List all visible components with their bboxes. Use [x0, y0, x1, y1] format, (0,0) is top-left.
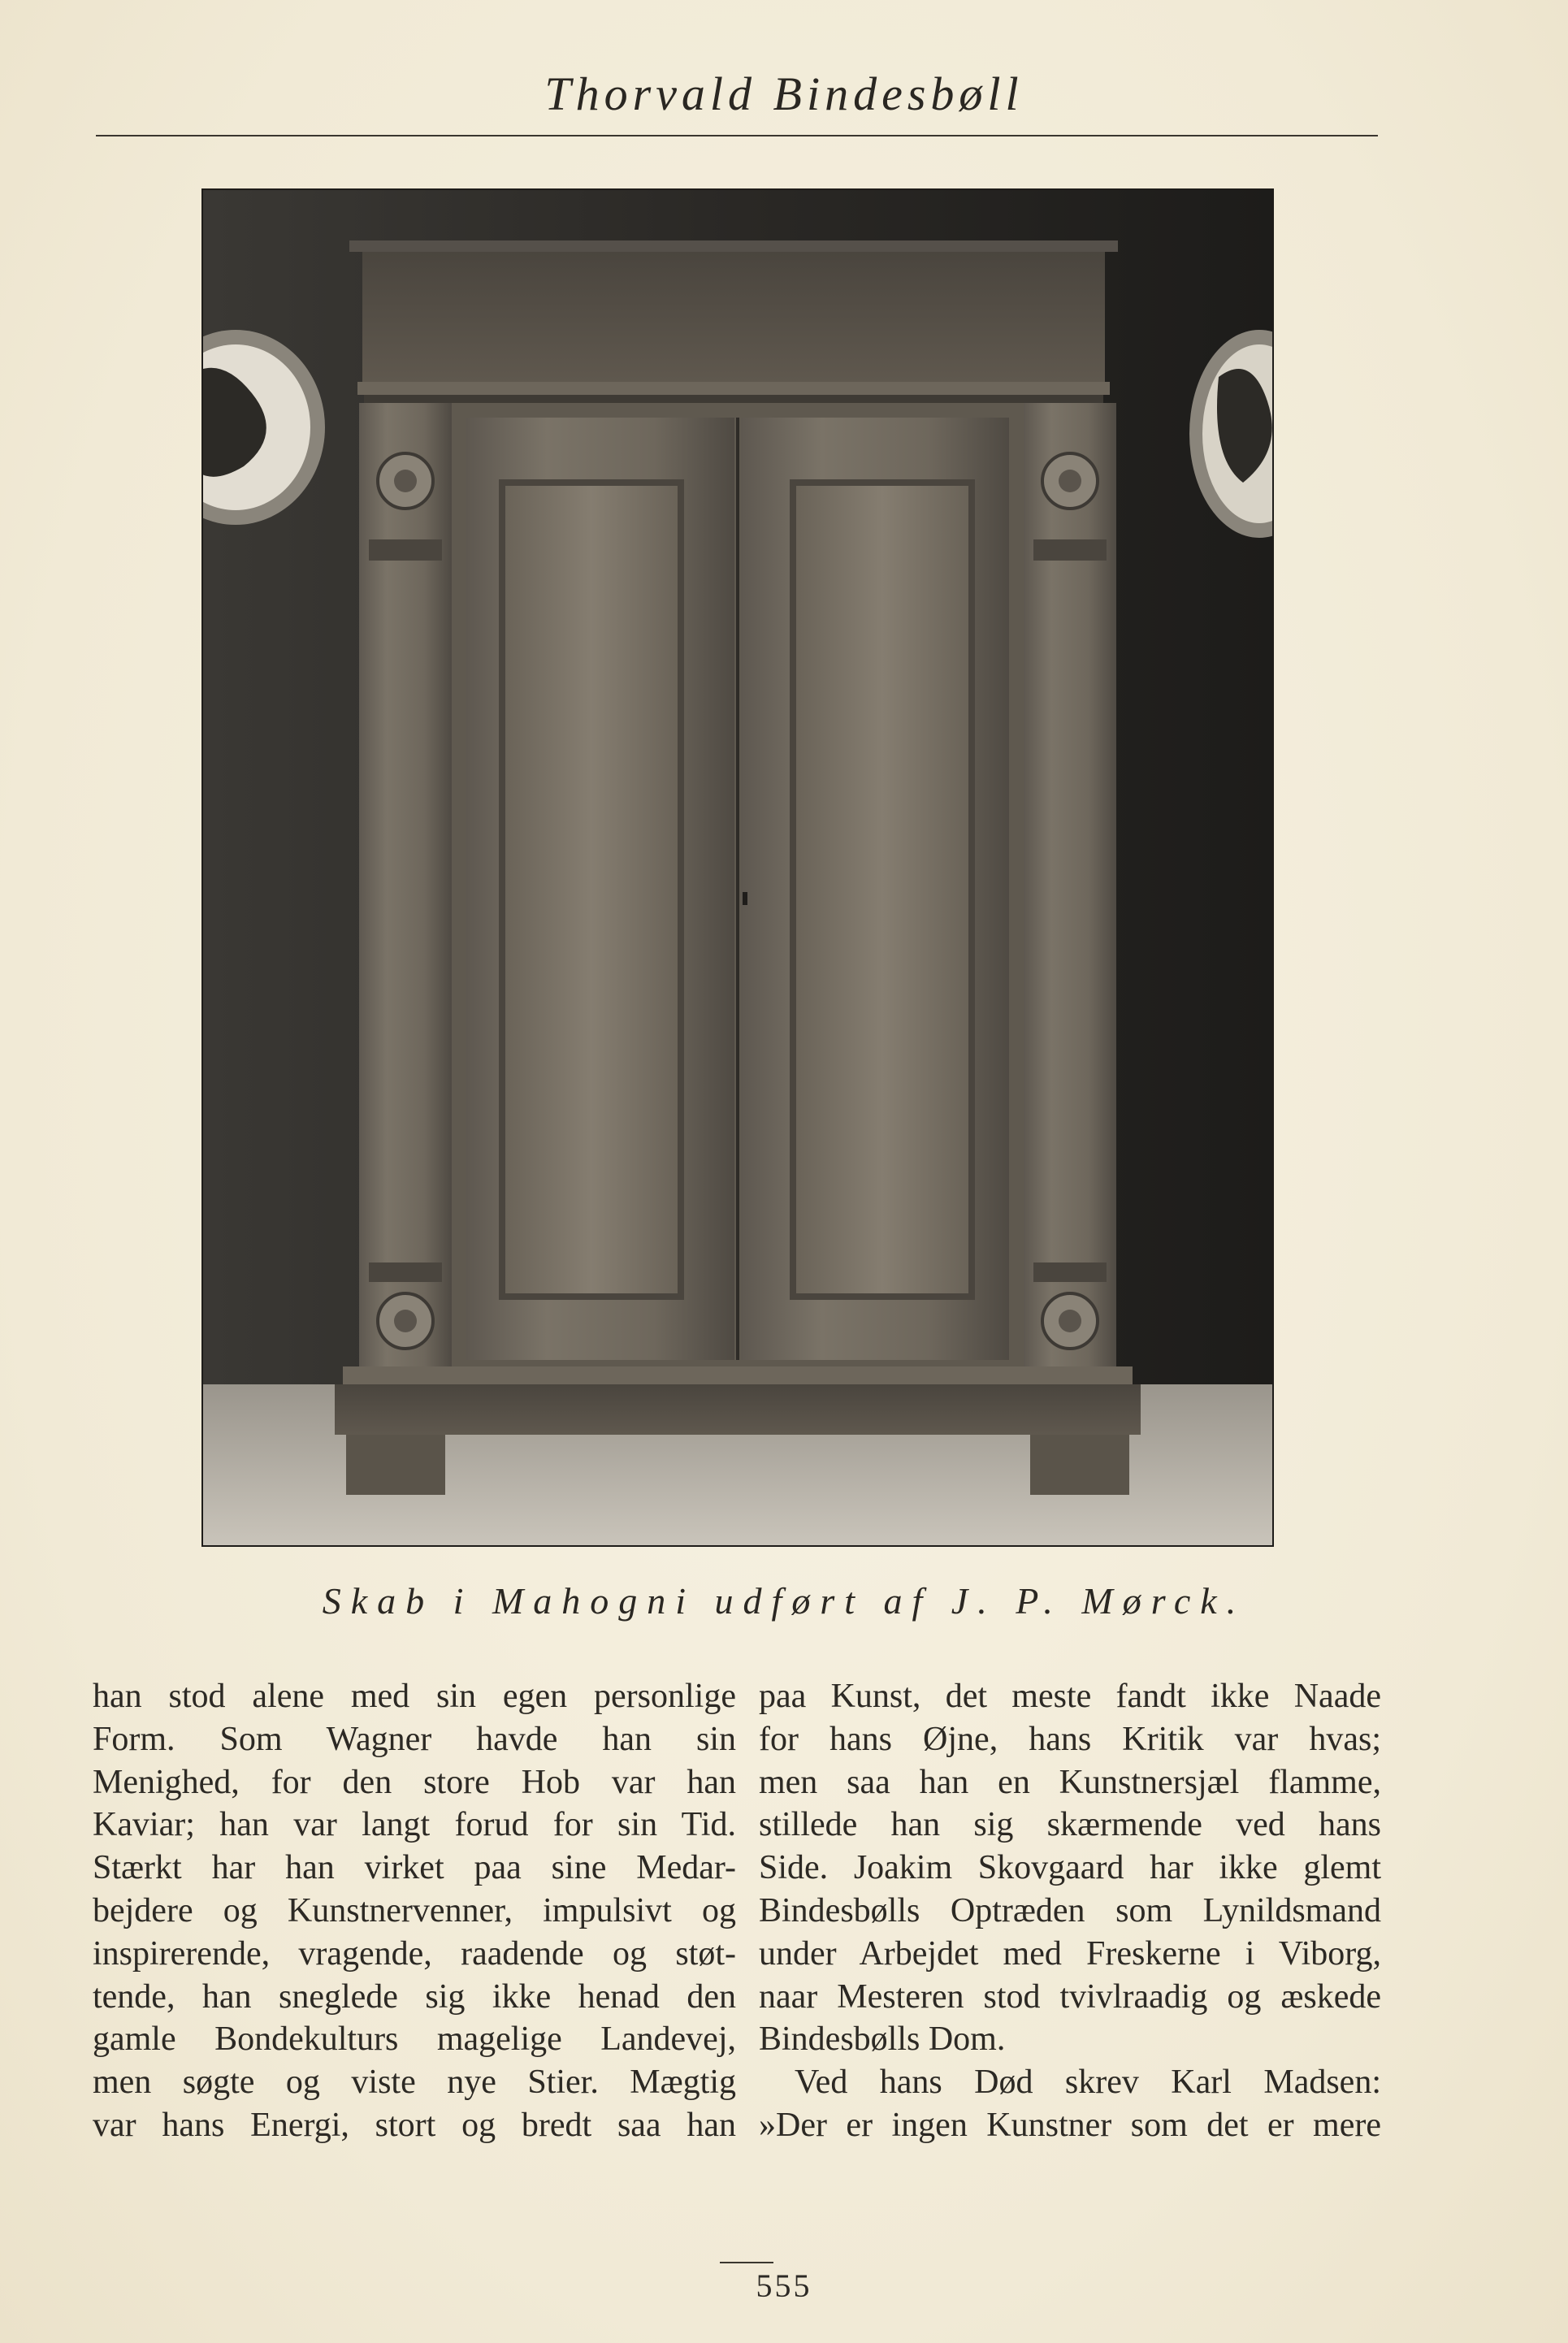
text-line: tende, han sneglede sig ikke henad den: [93, 1977, 736, 2016]
text-line: »Der er ingen Kunstner som det er mere: [759, 2106, 1381, 2144]
text-line: var hans Energi, stort og bredt saa han: [93, 2106, 736, 2144]
text-line: gamle Bondekulturs magelige Landevej,: [93, 2020, 736, 2059]
text-line: men søgte og viste nye Stier. Mægtig: [93, 2064, 736, 2102]
text-line: paa Kunst, det meste fandt ikke Naade: [759, 1678, 1381, 1715]
text-column-left: [93, 1675, 736, 2147]
text-line: stillede han sig skærmende ved hans: [759, 1806, 1381, 1844]
running-head: Thorvald Bindesbøll: [544, 67, 1024, 120]
text-line: under Arbejdet med Freskerne i Viborg,: [759, 1934, 1381, 1973]
text-column-right: [759, 1675, 1381, 2147]
text-line: Kaviar; han var langt forud for sin Tid.: [93, 1806, 736, 1844]
text-line: Bindesbølls Dom.: [759, 2020, 1006, 2059]
text-line: han stod alene med sin egen personlige: [93, 1678, 736, 1715]
cabinet-photo-icon: [203, 190, 1272, 1545]
header-rule: [96, 135, 1378, 136]
text-line: Form. Som Wagner havde han sin: [93, 1720, 736, 1758]
cabinet-photo: [201, 188, 1274, 1547]
page-number: 555: [756, 2267, 812, 2304]
text-line: naar Mesteren stod tvivlraadig og æskede: [759, 1977, 1381, 2016]
text-line: Menighed, for den store Hob var han: [93, 1763, 736, 1801]
page-number-rule: [720, 2262, 773, 2263]
figure-caption: Skab i Mahogni udført af J. P. Mørck.: [322, 1580, 1246, 1622]
text-line: inspirerende, vragende, raadende og støt-: [93, 1934, 736, 1973]
text-line: Side. Joakim Skovgaard har ikke glemt: [759, 1849, 1381, 1887]
text-line: Ved hans Død skrev Karl Madsen:: [795, 2064, 1381, 2102]
text-line: bejdere og Kunstnervenner, impulsivt og: [93, 1891, 736, 1929]
text-line: for hans Øjne, hans Kritik var hvas;: [759, 1720, 1381, 1758]
text-line: Stærkt har han virket paa sine Medar-: [93, 1849, 736, 1887]
text-line: Bindesbølls Optræden som Lynildsmand: [759, 1891, 1381, 1929]
text-line: men saa han en Kunstnersjæl flamme,: [759, 1763, 1381, 1801]
